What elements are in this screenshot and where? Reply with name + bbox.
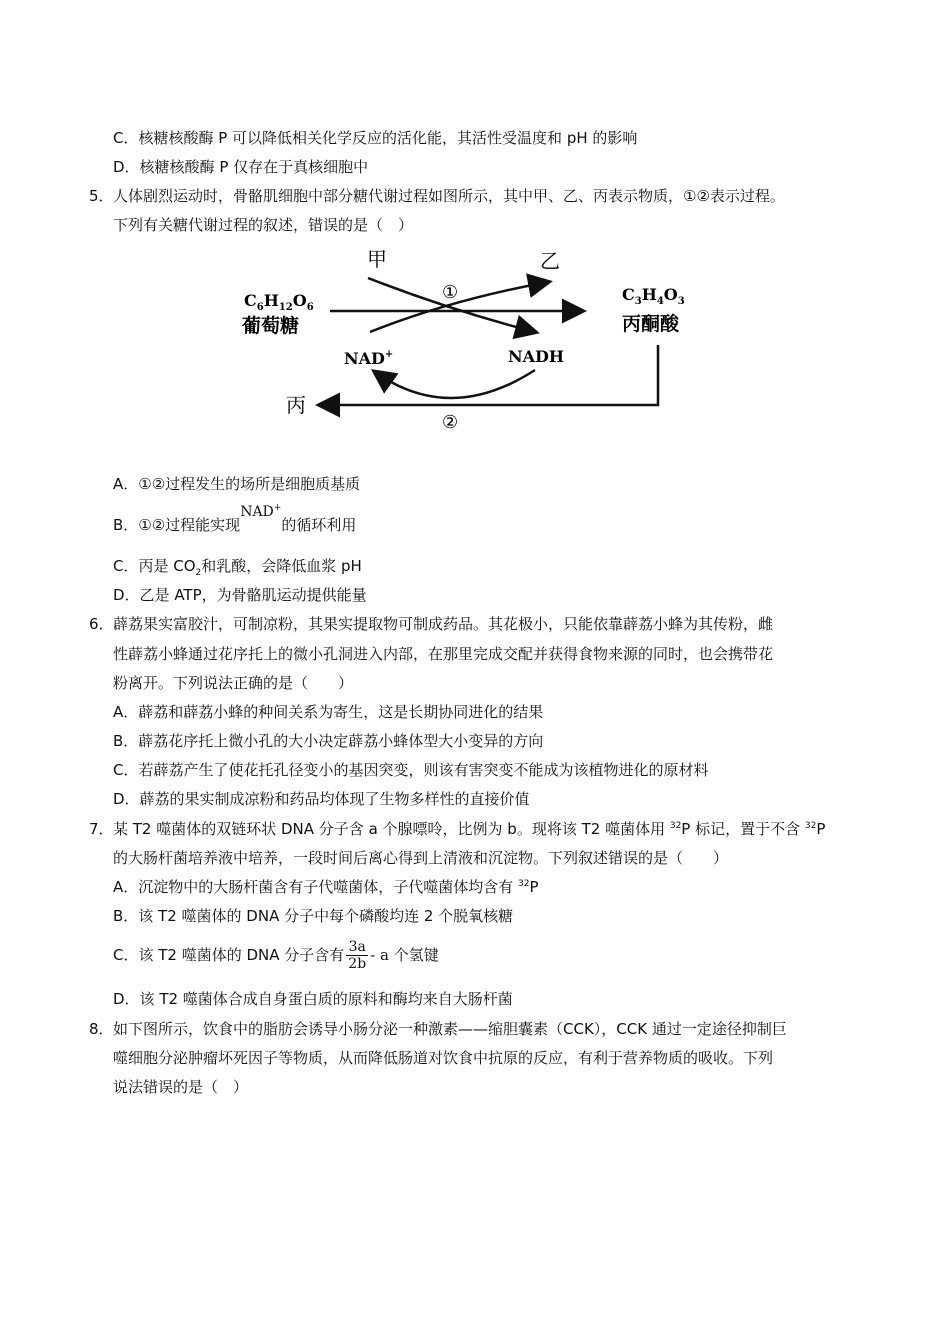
q6-number: 6． [89, 615, 114, 633]
label-nadh: NADH [508, 347, 565, 366]
q7-option-b: B．该 T2 噬菌体的 DNA 分子中每个磷酸均连 2 个脱氧核糖 [113, 907, 514, 925]
label-step1: ① [442, 282, 459, 303]
label-bing: 丙 [286, 393, 306, 417]
glucose-formula: $C_6H_{12}O_6$ [244, 291, 314, 313]
q5-stem-line2: 下列有关糖代谢过程的叙述，错误的是（ ） [113, 216, 414, 234]
q8-stem-line2: 噬细胞分泌肿瘤坏死因子等物质，从而降低肠道对饮食中抗原的反应，有利于营养物质的吸收。下列 [113, 1049, 774, 1067]
q6-stem-line2: 性薜荔小蜂通过花序托上的微小孔洞进入内部，在那里完成交配并获得食物来源的同时，也会携带花 [113, 645, 774, 663]
q6-option-c: C．若薜荔产生了使花托孔径变小的基因突变，则该有害突变不能成为该植物进化的原材料 [113, 761, 709, 779]
q7-stem-line2: 的大肠杆菌培养液中培养，一段时间后离心得到上清液和沉淀物。下列叙述错误的是（ ） [113, 849, 729, 867]
q7-option-a: A．沉淀物中的大肠杆菌含有子代噬菌体，子代噬菌体均含有 $^{32}$P [113, 878, 539, 896]
q6-stem-line1: 薜荔果实富胶汁，可制凉粉，其果实提取物可制成药品。其花极小，只能依靠薜荔小蜂为其传粉，雌 [113, 615, 774, 633]
q6-stem-line3: 粉离开。下列说法正确的是（ ） [113, 674, 354, 692]
glycolysis-diagram [230, 240, 710, 440]
label-step2: ② [442, 412, 459, 433]
fraction-3a-over-2b: $\frac{3a}{2b}$ [348, 939, 367, 972]
q6-option-b: B．薜荔花序托上微小孔的大小决定薜荔小蜂体型大小变异的方向 [113, 732, 544, 750]
nad-symbol: NAD+ [240, 503, 282, 520]
q4-option-d: D．核糖核酸酶 P 仅存在于真核细胞中 [113, 158, 369, 176]
label-yi: 乙 [540, 249, 560, 273]
q8-stem-line1: 如下图所示，饮食中的脂肪会诱导小肠分泌一种激素——缩胆囊素（CCK），CCK 通过一定途径抑制巨 [113, 1020, 787, 1038]
q5-option-b [113, 503, 357, 536]
glucose-name: 葡萄糖 [242, 315, 300, 337]
q8-stem-line3: 说法错误的是（ ） [113, 1078, 249, 1096]
q7-option-d: D．该 T2 噬菌体合成自身蛋白质的原料和酶均来自大肠杆菌 [113, 990, 513, 1008]
q7-number: 7． [89, 820, 114, 838]
q5-stem-line1: 人体剧烈运动时，骨骼肌细胞中部分糖代谢过程如图所示，其中甲、乙、丙表示物质，①②表示过程。 [113, 187, 785, 205]
q5-number: 5． [89, 187, 114, 205]
curve-nadh-to-nad [375, 370, 535, 398]
q4-option-c: C．核糖核酸酶 P 可以降低相关化学反应的活化能，其活性受温度和 pH 的影响 [113, 129, 638, 147]
label-nad: NAD+ [344, 349, 394, 368]
pyruvate-formula: $C_3H_4O_3$ [622, 285, 685, 307]
pyruvate-name: 丙酮酸 [622, 313, 680, 335]
q5-option-a: A．①②过程发生的场所是细胞质基质 [113, 475, 361, 493]
q5-option-b-post: 的循环利用 [281, 516, 357, 534]
q6-option-a: A．薜荔和薜荔小蜂的种间关系为寄生，这是长期协同进化的结果 [113, 703, 544, 721]
q5-option-c: C．丙是 $CO_2$和乳酸，会降低血浆 pH [113, 557, 362, 578]
q8-number: 8． [89, 1020, 114, 1038]
q7-stem-line1: 某 T2 噬菌体的双链环状 DNA 分子含 a 个腺嘌呤，比例为 b。现将该 T2 噬菌体用 $^{32}$P 标记，置于不含 $^{32}$P [113, 820, 826, 838]
q6-option-d: D．薜荔的果实制成凉粉和药品均体现了生物多样性的直接价值 [113, 790, 530, 808]
q7-option-c: C．该 T2 噬菌体的 DNA 分子含有 $\frac{3a}{2b}$ - a 个氢键 [113, 939, 439, 972]
label-jia: 甲 [367, 247, 387, 271]
q5-option-b-pre: B．①②过程能实现 [113, 516, 241, 534]
q5-option-d: D．乙是 ATP，为骨骼肌运动提供能量 [113, 586, 367, 604]
